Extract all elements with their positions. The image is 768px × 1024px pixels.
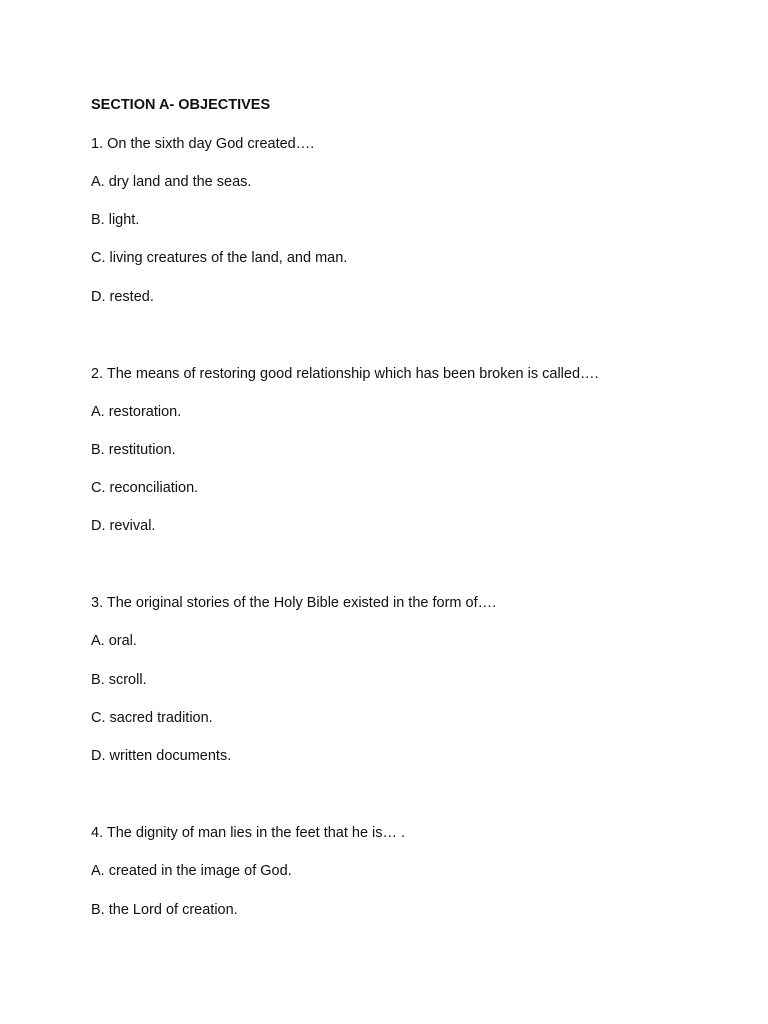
q2-option-d: D. revival. — [91, 518, 156, 534]
question-2 — [91, 365, 599, 383]
question-text: On the sixth day God created…. — [107, 136, 315, 152]
q2-option-c: C. reconciliation. — [91, 480, 199, 496]
q2-option-a: A. restoration. — [91, 404, 182, 420]
question-4 — [91, 824, 405, 842]
question-3 — [91, 594, 496, 612]
q3-option-c: C. sacred tradition. — [91, 710, 213, 726]
q3-option-d: D. written documents. — [91, 748, 232, 764]
question-text: The means of restoring good relationship which has been broken is called…. — [106, 366, 599, 382]
q1-option-b: B. light. — [91, 212, 140, 228]
q4-option-a: A. created in the image of God. — [91, 863, 292, 879]
question-number: 2. — [91, 366, 104, 382]
q1-option-c: C. living creatures of the land, and man. — [91, 250, 348, 266]
q3-option-b: B. scroll. — [91, 672, 147, 688]
question-number: 3. — [91, 595, 104, 611]
question-number: 4. — [91, 825, 104, 841]
q1-option-d: D. rested. — [91, 289, 154, 305]
section-title: SECTION A- OBJECTIVES — [91, 97, 271, 113]
question-number: 1. — [91, 136, 104, 152]
question-text: The dignity of man lies in the feet that he is… . — [106, 825, 406, 841]
q4-option-b: B. the Lord of creation. — [91, 902, 238, 918]
question-text: The original stories of the Holy Bible existed in the form of…. — [106, 595, 497, 611]
q1-option-a: A. dry land and the seas. — [91, 174, 252, 190]
q2-option-b: B. restitution. — [91, 442, 176, 458]
question-1 — [91, 135, 314, 153]
q3-option-a: A. oral. — [91, 633, 137, 649]
